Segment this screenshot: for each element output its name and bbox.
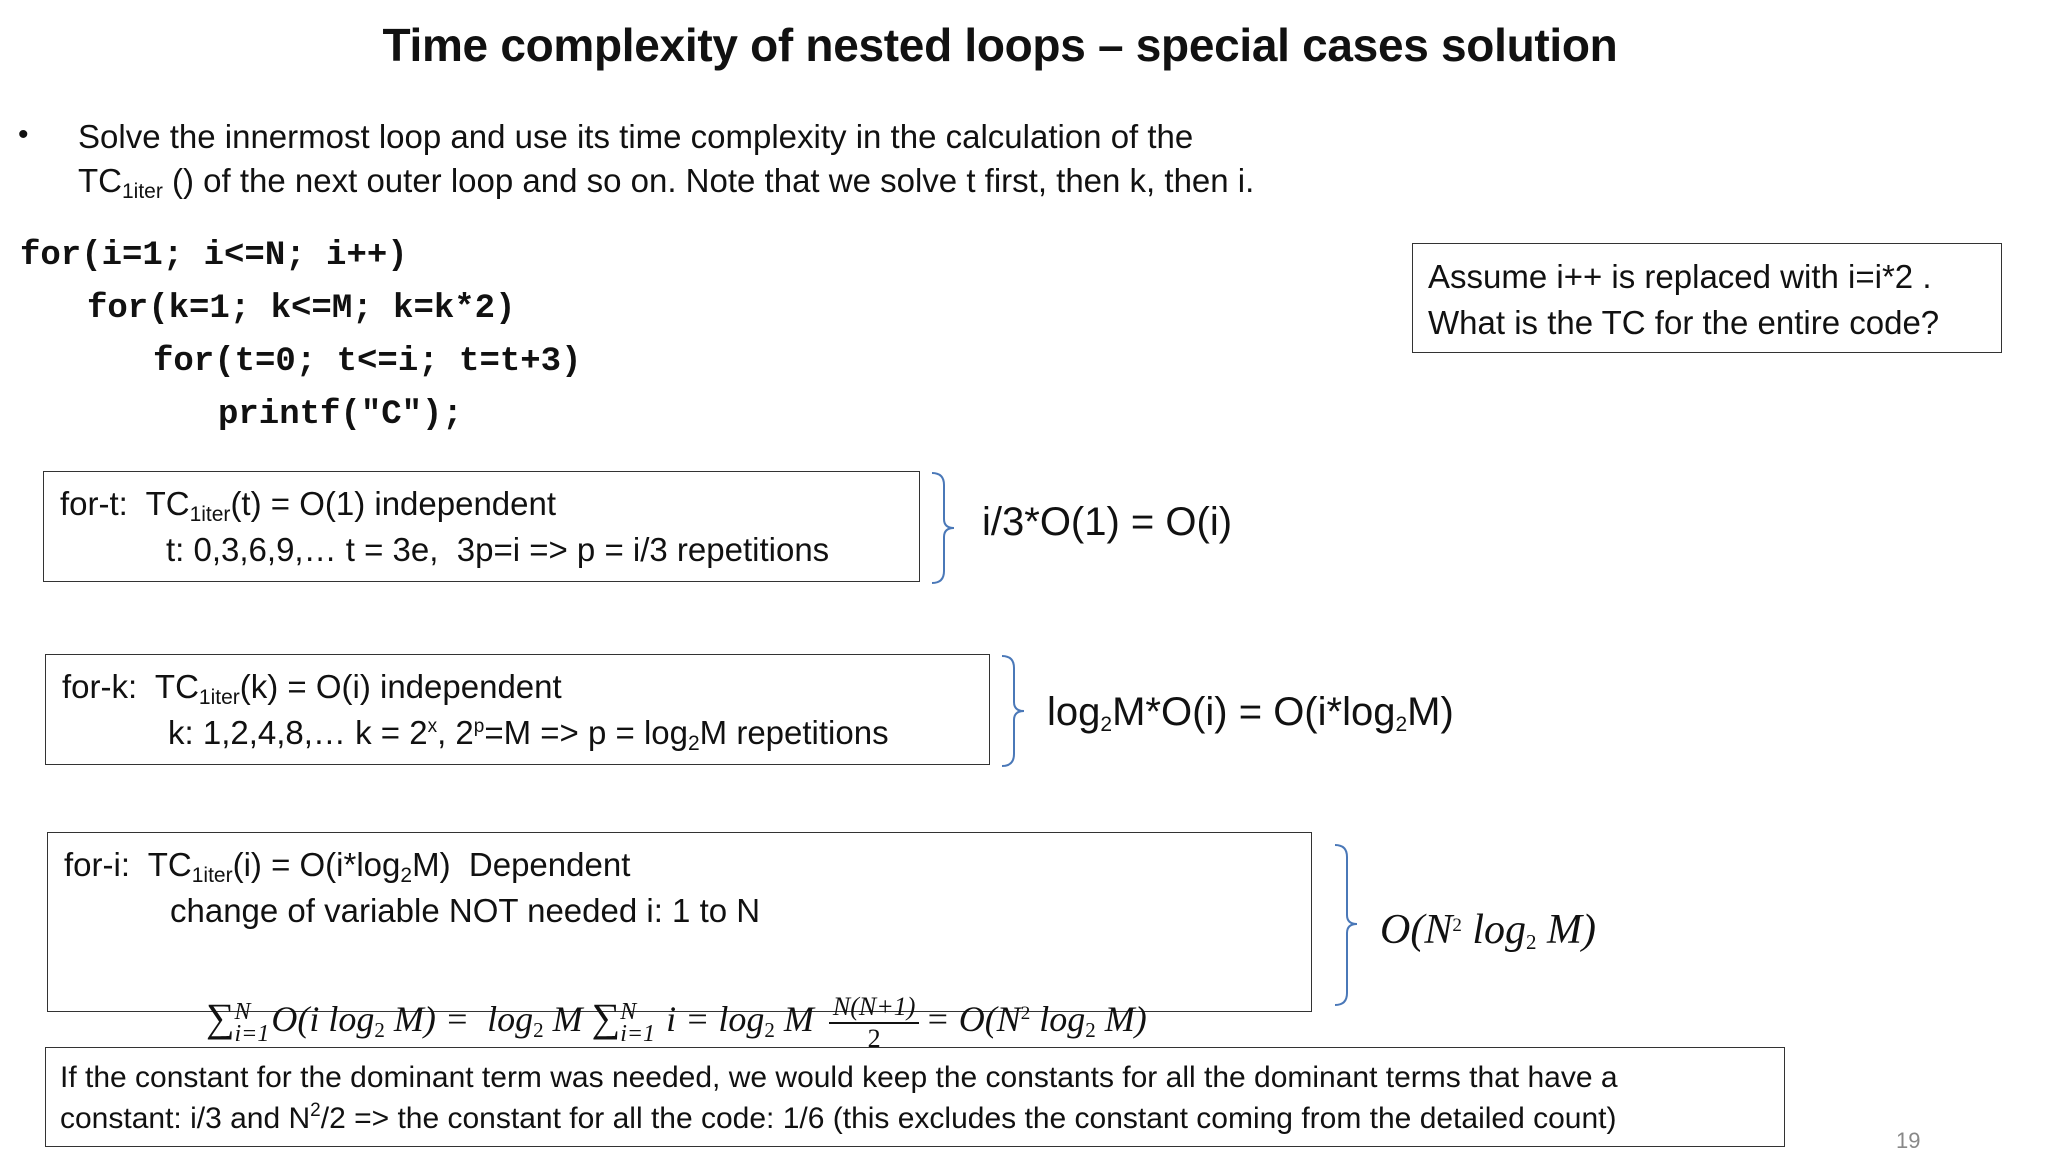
bullet-line-1: Solve the innermost loop and use its time complexity in the calculation of the [78, 118, 1194, 155]
for-i-equation: ∑ N i=1 O(i $\log_2 M) = \log_2 M$ ∑ N i=1 $i = \log_2 M$ $\frac{N(N+1)}{2}$ = $O(N^2$ $\log_2 M$) [206, 991, 1147, 1053]
code-line-3: for(t=0; t<=i; t=t+3) [153, 343, 582, 381]
sum-symbol-1: ∑ [206, 995, 235, 1040]
constant-note-line-2: constant: i/3 and $N^2/2$ => the constant for all the code: 1/6 (this excludes the constant coming from the detailed count) [60, 1100, 1617, 1135]
for-i-box [47, 832, 1312, 1053]
for-i-line-2: change of variable NOT needed i: 1 to N [170, 892, 761, 929]
question-note-box [1412, 243, 2002, 353]
for-t-line-2: t: 0,3,6,9,… t = 3e, 3p=i => p = i/3 repetitions [166, 531, 830, 568]
for-t-brace [930, 471, 960, 586]
constant-note-line-1: If the constant for the dominant term was needed, we would keep the constants for all the dominant terms that have a [60, 1061, 1618, 1094]
sum-limits-1: N i=1 [234, 998, 270, 1047]
sum-limits-2: N i=1 [620, 998, 656, 1047]
for-t-result: i/3*O(1) = O(i) [982, 500, 1233, 544]
sum-symbol-2: ∑ [591, 995, 621, 1040]
note-line-2: What is the TC for the entire code? [1428, 304, 1940, 341]
for-i-result: $O(N^2$ $\log_2 M$) [1380, 907, 1596, 954]
for-k-line-1: for-k: $TC_{1iter}(k) = O(i)$ independent [62, 668, 562, 709]
for-k-brace [1000, 654, 1030, 769]
code-line-2: for(k=1; k<=M; k=k*2) [87, 290, 516, 328]
constant-note-box [45, 1047, 1785, 1147]
for-t-line-1: for-t: $TC_{1iter}(t) = O(1)$ independent [60, 485, 557, 526]
bullet-line-2: $TC_{1iter}$ () of the next outer loop and so on. Note that we solve t first, then k, then i. [78, 162, 1255, 203]
for-t-box [43, 471, 920, 582]
note-line-1: Assume i++ is replaced with i=i*2 . [1428, 258, 1932, 295]
for-k-result: $\log_2M*O(i) = O(i*\log_2M)$ [1047, 690, 1454, 736]
for-k-box [45, 654, 990, 765]
fraction: $\frac{N(N+1)}{2}$ [829, 992, 920, 1054]
code-line-4: printf("C"); [218, 396, 463, 434]
for-i-line-1: for-i: $TC_{1iter}(i) = O(i*\log_2M)$ Dependent [64, 846, 631, 887]
for-k-line-2: k: 1,2,4,8,… $k = 2^x$, $2^p=M => p = \log_2M$ repetitions [168, 714, 889, 755]
bullet-dot: • [18, 118, 29, 151]
bullet-text [78, 115, 1978, 203]
for-i-brace [1333, 843, 1363, 1007]
slide-title: Time complexity of nested loops – special cases solution [382, 19, 1618, 71]
code-line-1: for(i=1; i<=N; i++) [20, 237, 408, 275]
page-number: 19 [1896, 1128, 1921, 1153]
